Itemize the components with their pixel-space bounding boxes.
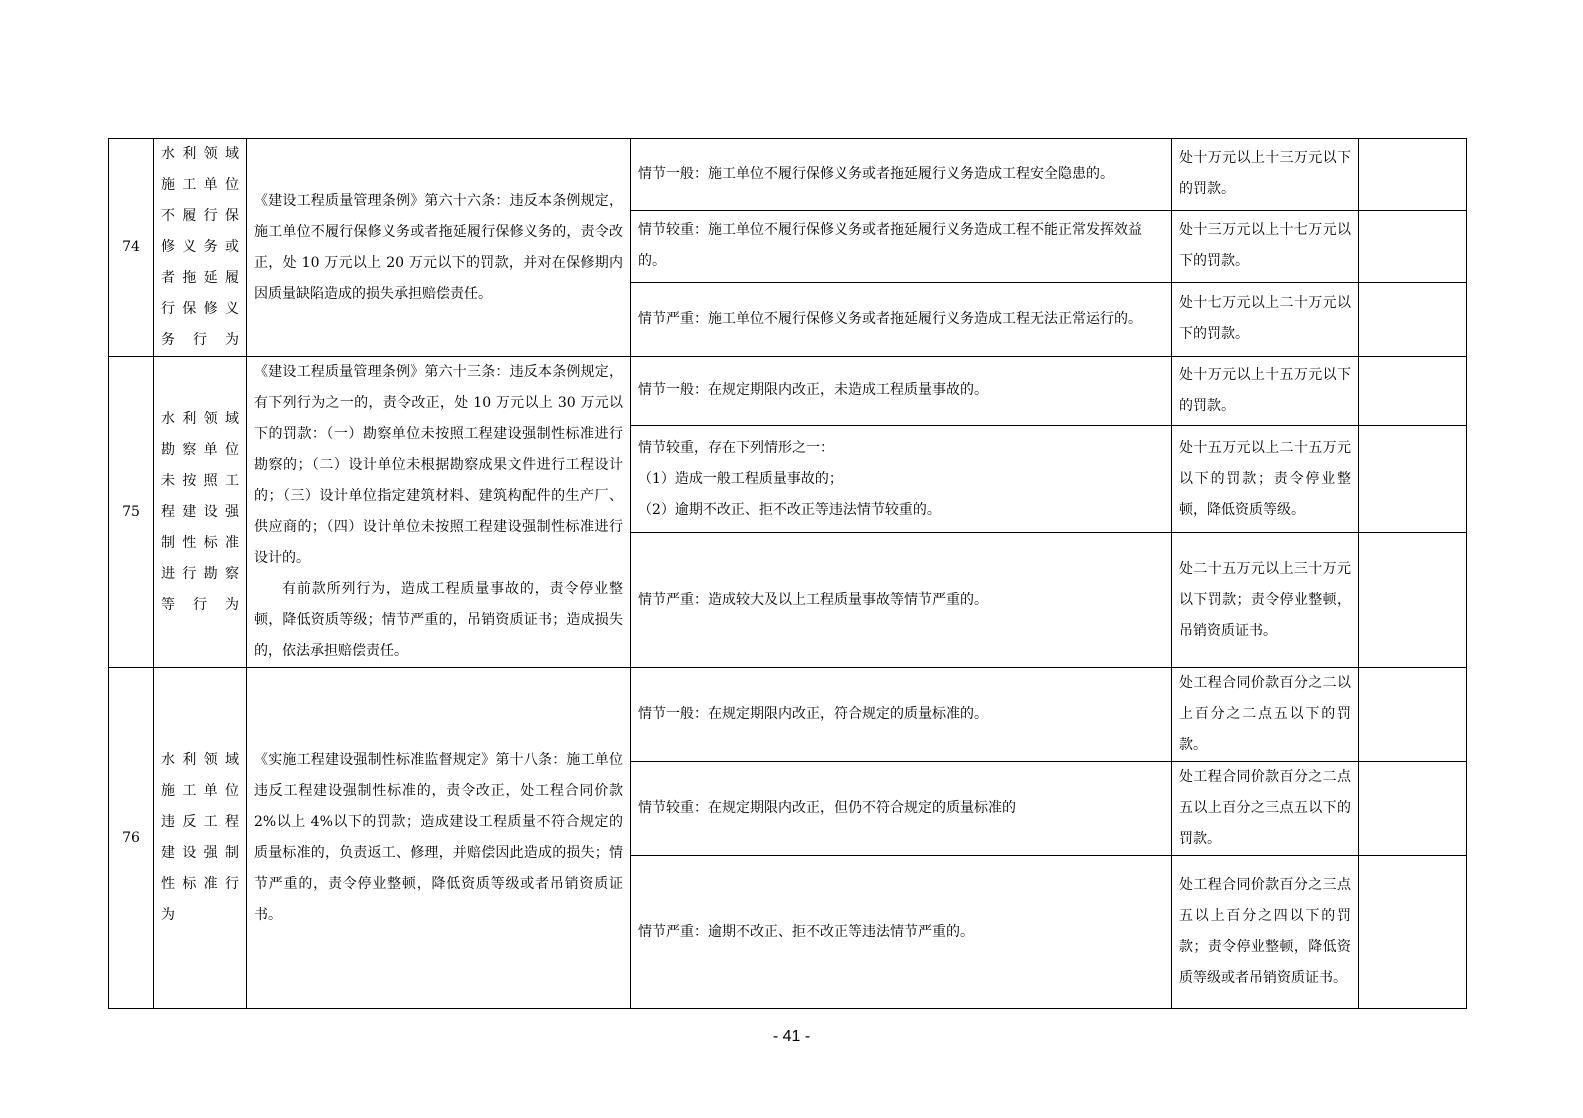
row-number: 75 <box>109 357 154 668</box>
remark-cell <box>1359 357 1467 426</box>
situation-cell: 情节较重：在规定期限内改正，但仍不符合规定的质量标准的 <box>631 762 1172 856</box>
penalty-cell: 处工程合同价款百分之二以上百分之二点五以下的罚款。 <box>1172 668 1359 762</box>
violation-name: 水利领域 勘察单位 未按照工 程建设强 制性标准 进行勘察 等行为 <box>154 357 247 668</box>
legal-basis: 《建设工程质量管理条例》第六十三条：违反本条例规定，有下列行为之一的，责令改正，处 10 万元以上 30 万元以下的罚款：（一）勘察单位未按照工程建设强制性标准进行勘察的；（二）设计单位未根据勘察成果文件进行工程设计的；（三）设计单位指定建筑材料、建筑构配件的生产厂、供应商的；（四）设计单位未按照工程建设强制性标准进行设计的。 有前款所列行为，造成工程质量事故的，责令停业整顿，降低资质等级；情节严重的，吊销资质证书；造成损失的，依法承担赔偿责任。 <box>247 357 631 668</box>
row-number: 76 <box>109 668 154 1009</box>
remark-cell <box>1359 210 1467 282</box>
table-row <box>109 357 1467 426</box>
remark-cell <box>1359 139 1467 211</box>
situation-cell: 情节严重：造成较大及以上工程质量事故等情节严重的。 <box>631 533 1172 668</box>
penalty-cell: 处二十五万元以上三十万元以下罚款；责令停业整顿，吊销资质证书。 <box>1172 533 1359 668</box>
remark-cell <box>1359 856 1467 1009</box>
situation-cell: 情节一般：在规定期限内改正，未造成工程质量事故的。 <box>631 357 1172 426</box>
legal-basis: 《建设工程质量管理条例》第六十六条：违反本条例规定，施工单位不履行保修义务或者拖延履行保修义务的，责令改正，处 10 万元以上 20 万元以下的罚款，并对在保修期内因质量缺陷造成的损失承担赔偿责任。 <box>247 139 631 357</box>
page-number: - 41 - <box>772 1028 811 1045</box>
situation-cell: 情节较重：施工单位不履行保修义务或者拖延履行义务造成工程不能正常发挥效益的。 <box>631 210 1172 282</box>
violation-name: 水利领域 施工单位 不履行保 修义务或 者拖延履 行保修义 务行为 <box>154 139 247 357</box>
situation-cell: 情节一般：施工单位不履行保修义务或者拖延履行义务造成工程安全隐患的。 <box>631 139 1172 211</box>
remark-cell <box>1359 533 1467 668</box>
remark-cell <box>1359 668 1467 762</box>
remark-cell <box>1359 762 1467 856</box>
penalty-cell: 处十五万元以上二十五万元以下的罚款；责令停业整顿，降低资质等级。 <box>1172 425 1359 532</box>
legal-basis: 《实施工程建设强制性标准监督规定》第十八条：施工单位违反工程建设强制性标准的，责令改正，处工程合同价款 2%以上 4%以下的罚款；造成建设工程质量不符合规定的质量标准的，负责返工、修理，并赔偿因此造成的损失；情节严重的，责令停业整顿，降低资质等级或者吊销资质证书。 <box>247 668 631 1009</box>
penalty-cell: 处十万元以上十五万元以下的罚款。 <box>1172 357 1359 426</box>
situation-cell: 情节严重：逾期不改正、拒不改正等违法情节严重的。 <box>631 856 1172 1009</box>
penalty-table <box>108 138 1467 1009</box>
remark-cell <box>1359 282 1467 356</box>
situation-cell: 情节一般：在规定期限内改正，符合规定的质量标准的。 <box>631 668 1172 762</box>
penalty-cell: 处十三万元以上十七万元以下的罚款。 <box>1172 210 1359 282</box>
table-row <box>109 668 1467 762</box>
row-number: 74 <box>109 139 154 357</box>
penalty-cell: 处十七万元以上二十万元以下的罚款。 <box>1172 282 1359 356</box>
penalty-cell: 处工程合同价款百分之二点五以上百分之三点五以下的罚款。 <box>1172 762 1359 856</box>
remark-cell <box>1359 425 1467 532</box>
situation-cell: 情节较重，存在下列情形之一： （1）造成一般工程质量事故的； （2）逾期不改正、拒不改正等违法情节较重的。 <box>631 425 1172 532</box>
penalty-cell: 处工程合同价款百分之三点五以上百分之四以下的罚款；责令停业整顿，降低资质等级或者吊销资质证书。 <box>1172 856 1359 1009</box>
penalty-cell: 处十万元以上十三万元以下的罚款。 <box>1172 139 1359 211</box>
violation-name: 水利领域 施工单位 违反工程 建设强制 性标准行 为 <box>154 668 247 1009</box>
table-row <box>109 139 1467 211</box>
situation-cell: 情节严重：施工单位不履行保修义务或者拖延履行义务造成工程无法正常运行的。 <box>631 282 1172 356</box>
